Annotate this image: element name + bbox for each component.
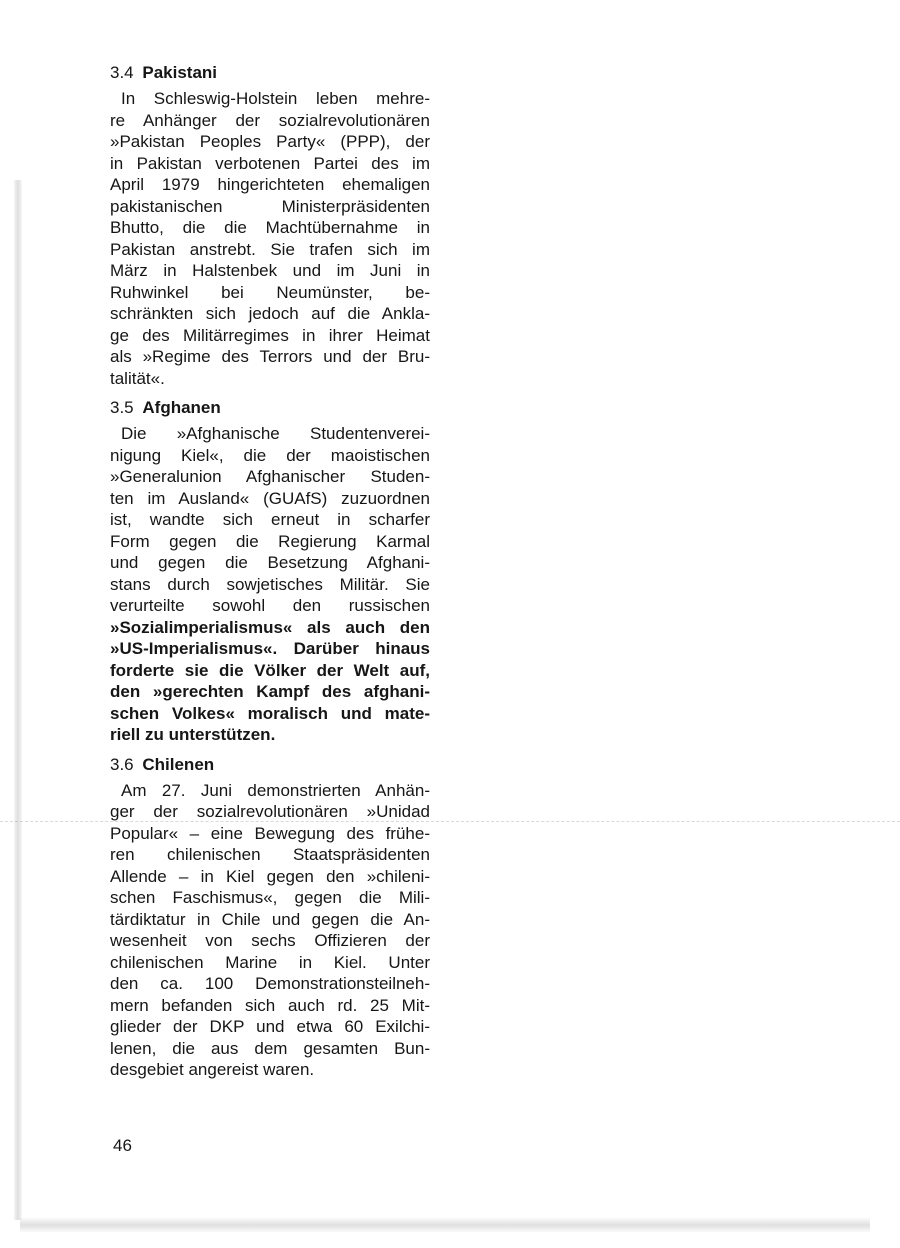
- text-line: stans durch sowjetisches Militär. Sie: [110, 574, 430, 594]
- text-line: In Schleswig-Holstein leben mehre-: [121, 89, 430, 108]
- page-number: 46: [113, 1136, 132, 1155]
- section-title: Pakistani: [142, 63, 218, 82]
- section-pakistani: [110, 62, 430, 389]
- text-line: Am 27. Juni demonstrierten Anhän-: [121, 780, 430, 800]
- section-afghanen: [110, 397, 430, 746]
- page-edge-shadow-left: [14, 180, 22, 1220]
- text-line: Bhutto, die die Machtübernahme in: [110, 218, 430, 237]
- text-line: re Anhänger der sozialrevolutionären: [110, 110, 430, 130]
- text-line: schränkten sich jedoch auf die Ankla-: [110, 304, 430, 323]
- section-chilenen: [110, 754, 430, 1081]
- text-line: »Sozialimperialismus« als auch den: [110, 617, 430, 637]
- section-heading: [110, 397, 430, 419]
- section-heading: [110, 62, 430, 84]
- section-number: 3.6: [110, 754, 134, 774]
- text-line: ten im Ausland« (GUAfS) zuzuordnen: [110, 488, 430, 508]
- text-line: ger der sozialrevolutionären »Unidad: [110, 802, 430, 821]
- text-line: glieder der DKP und etwa 60 Exilchi-: [110, 1017, 430, 1036]
- text-line: Pakistan anstrebt. Sie trafen sich im: [110, 239, 430, 259]
- text-line: in Pakistan verbotenen Partei des im: [110, 153, 430, 173]
- text-line: schen Volkes« moralisch und mate-: [110, 703, 430, 723]
- text-line: verurteilte sowohl den russischen: [110, 596, 430, 615]
- section-number: 3.4: [110, 63, 134, 82]
- text-line: wesenheit von sechs Offizieren der: [110, 931, 430, 950]
- section-paragraph: [110, 780, 430, 1081]
- text-line: talität«.: [110, 368, 165, 388]
- text-line: Die »Afghanische Studentenverei-: [121, 424, 430, 443]
- text-line: forderte sie die Völker der Welt auf,: [110, 660, 430, 680]
- text-line: Form gegen die Regierung Karmal: [110, 531, 430, 551]
- section-title: Chilenen: [142, 754, 215, 774]
- section-heading: [110, 754, 430, 776]
- text-line: ge des Militärregimes in ihrer Heimat: [110, 325, 430, 345]
- text-line: den »gerechten Kampf des afghani-: [110, 682, 430, 701]
- text-line: pakistanischen Ministerpräsidenten: [110, 196, 430, 216]
- text-line: »Pakistan Peoples Party« (PPP), der: [110, 132, 430, 151]
- section-number: 3.5: [110, 398, 134, 417]
- text-line: lenen, die aus dem gesamten Bun-: [110, 1038, 430, 1058]
- text-line: den ca. 100 Demonstrationsteilneh-: [110, 974, 430, 993]
- text-line: chilenischen Marine in Kiel. Unter: [110, 952, 430, 972]
- text-line: als »Regime des Terrors und der Bru-: [110, 347, 430, 366]
- text-line: desgebiet angereist waren.: [110, 1060, 315, 1079]
- text-line: schen Faschismus«, gegen die Mili-: [110, 888, 430, 907]
- text-line: Allende – in Kiel gegen den »chileni-: [110, 866, 430, 886]
- text-line: nigung Kiel«, die der maoistischen: [110, 445, 430, 465]
- text-line: Ruhwinkel bei Neumünster, be-: [110, 282, 430, 302]
- section-paragraph: [110, 423, 430, 746]
- text-line: »US-Imperialismus«. Darüber hinaus: [110, 639, 430, 658]
- text-line: April 1979 hingerichteten ehemaligen: [110, 175, 430, 194]
- text-line: mern befanden sich auch rd. 25 Mit-: [110, 995, 430, 1015]
- text-line: ren chilenischen Staatspräsidenten: [110, 845, 430, 864]
- text-line: ist, wandte sich erneut in scharfer: [110, 510, 430, 529]
- text-line: »Generalunion Afghanischer Studen-: [110, 467, 430, 486]
- text-column: [110, 62, 430, 1089]
- text-line: Popular« – eine Bewegung des frühe-: [110, 823, 430, 843]
- section-title: Afghanen: [142, 398, 221, 417]
- text-line: riell zu unterstützen.: [110, 725, 276, 744]
- text-line: März in Halstenbek und im Juni in: [110, 261, 430, 280]
- section-paragraph: [110, 88, 430, 389]
- page-edge-shadow-bottom: [20, 1218, 870, 1232]
- text-line: tärdiktatur in Chile und gegen die An-: [110, 909, 430, 929]
- text-line: und gegen die Besetzung Afghani-: [110, 553, 430, 572]
